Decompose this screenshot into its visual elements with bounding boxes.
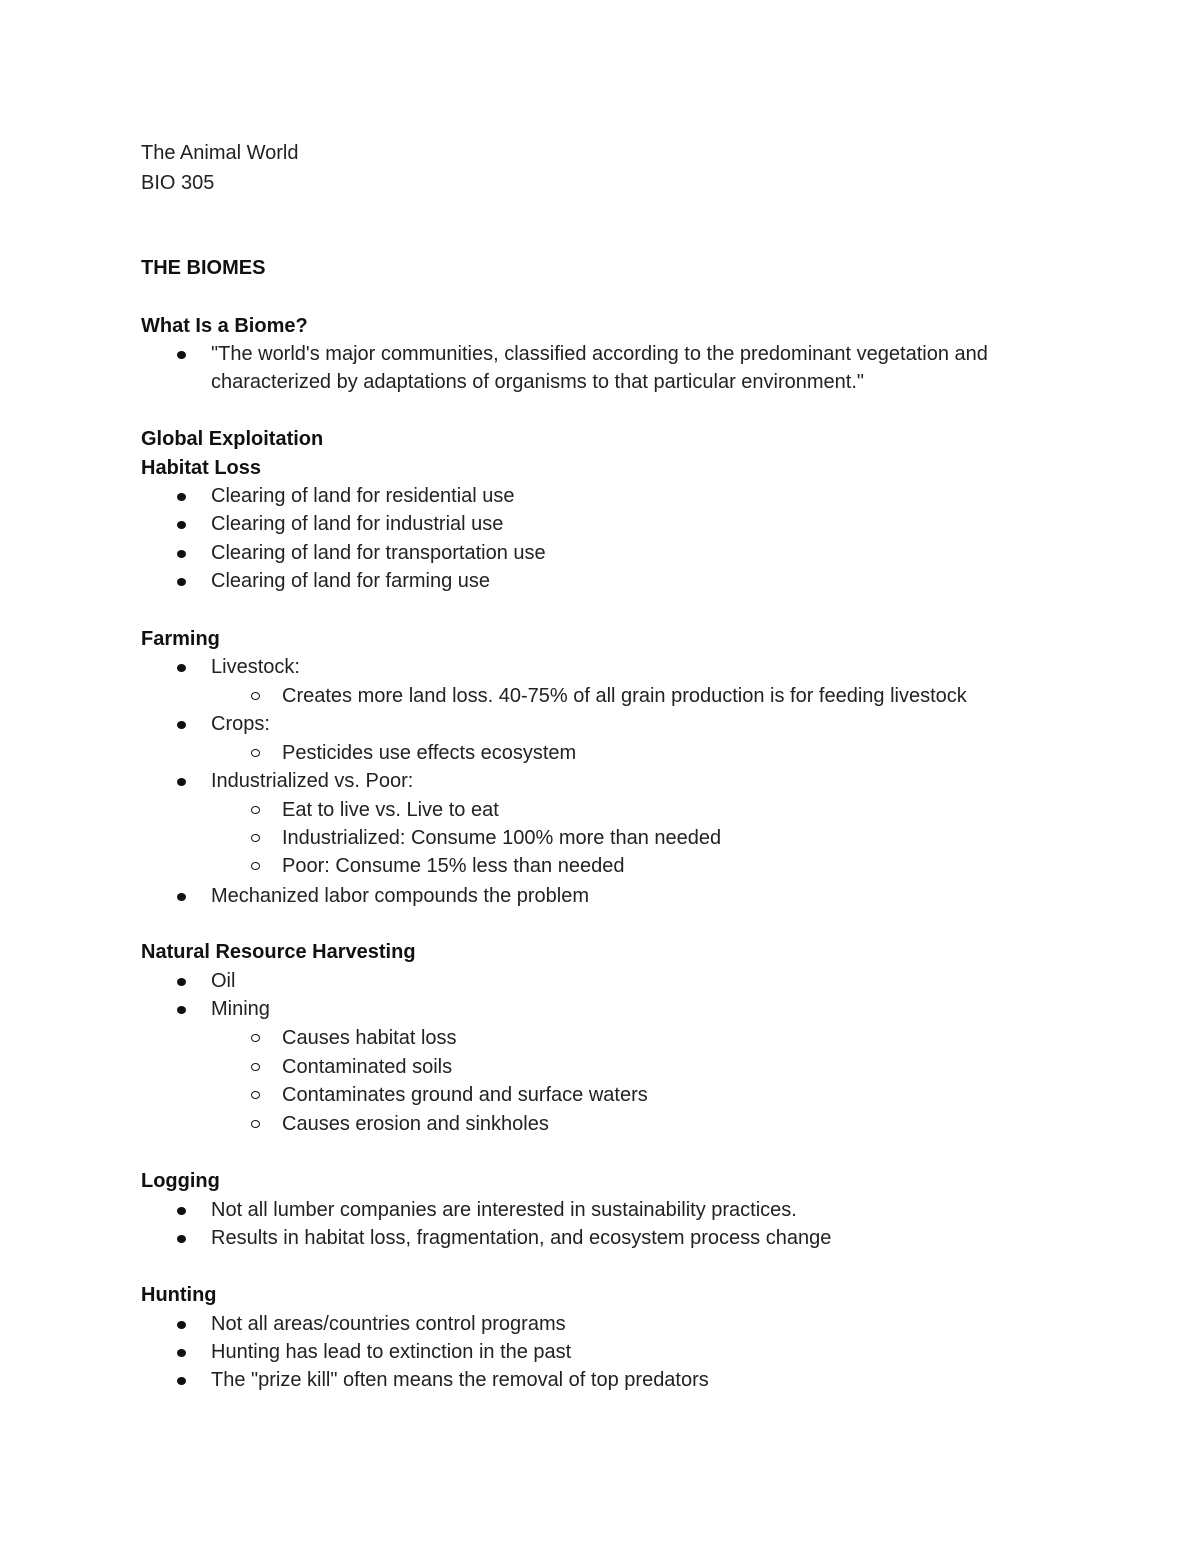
sub-list-item: Eat to live vs. Live to eat bbox=[282, 796, 499, 824]
bullet-circle-icon bbox=[251, 1034, 260, 1042]
bullet-disc-icon bbox=[177, 1207, 186, 1215]
bullet-disc-icon bbox=[177, 778, 186, 786]
list-item: Not all lumber companies are interested in sustainability practices. bbox=[211, 1196, 797, 1224]
list-item: Livestock: bbox=[211, 653, 300, 681]
bullet-circle-icon bbox=[251, 1063, 260, 1071]
bullet-disc-icon bbox=[177, 351, 186, 359]
section-heading-global-exploitation: Global Exploitation bbox=[141, 428, 324, 450]
list-item: Clearing of land for industrial use bbox=[211, 510, 503, 538]
bullet-circle-icon bbox=[251, 862, 260, 870]
list-item: Clearing of land for farming use bbox=[211, 567, 490, 595]
bullet-disc-icon bbox=[177, 493, 186, 501]
list-item: Industrialized vs. Poor: bbox=[211, 767, 413, 795]
bullet-disc-icon bbox=[177, 664, 186, 672]
bullet-disc-icon bbox=[177, 893, 186, 901]
sub-list-item: Creates more land loss. 40-75% of all grain production is for feeding livestock bbox=[282, 682, 967, 710]
sub-list-item: Causes habitat loss bbox=[282, 1024, 457, 1052]
course-title: The Animal World bbox=[141, 142, 299, 164]
sub-list-item: Pesticides use effects ecosystem bbox=[282, 739, 576, 767]
list-item: Hunting has lead to extinction in the past bbox=[211, 1338, 571, 1366]
list-item: Mechanized labor compounds the problem bbox=[211, 882, 589, 910]
list-item: "The world's major communities, classified according to the predominant vegetation and bbox=[211, 340, 988, 368]
bullet-circle-icon bbox=[251, 1120, 260, 1128]
list-item: The "prize kill" often means the removal of top predators bbox=[211, 1366, 709, 1394]
list-item: Clearing of land for residential use bbox=[211, 482, 515, 510]
list-item: Results in habitat loss, fragmentation, and ecosystem process change bbox=[211, 1224, 831, 1252]
bullet-disc-icon bbox=[177, 1006, 186, 1014]
list-item: Clearing of land for transportation use bbox=[211, 539, 546, 567]
bullet-circle-icon bbox=[251, 1091, 260, 1099]
sub-list-item: Industrialized: Consume 100% more than needed bbox=[282, 824, 721, 852]
bullet-disc-icon bbox=[177, 578, 186, 586]
list-item: Mining bbox=[211, 995, 270, 1023]
bullet-disc-icon bbox=[177, 521, 186, 529]
sub-list-item: Poor: Consume 15% less than needed bbox=[282, 852, 624, 880]
list-item: Not all areas/countries control programs bbox=[211, 1310, 566, 1338]
bullet-disc-icon bbox=[177, 1377, 186, 1385]
bullet-disc-icon bbox=[177, 1349, 186, 1357]
document-title: THE BIOMES bbox=[141, 257, 266, 279]
section-heading-hunting: Hunting bbox=[141, 1284, 217, 1306]
bullet-circle-icon bbox=[251, 692, 260, 700]
list-item-continuation: characterized by adaptations of organisms to that particular environment." bbox=[211, 371, 864, 393]
list-item: Crops: bbox=[211, 710, 270, 738]
bullet-circle-icon bbox=[251, 806, 260, 814]
course-code: BIO 305 bbox=[141, 172, 215, 194]
section-heading-logging: Logging bbox=[141, 1170, 220, 1192]
bullet-disc-icon bbox=[177, 978, 186, 986]
sub-list-item: Contaminates ground and surface waters bbox=[282, 1081, 648, 1109]
list-item: Oil bbox=[211, 967, 235, 995]
sub-list-item: Causes erosion and sinkholes bbox=[282, 1110, 549, 1138]
bullet-disc-icon bbox=[177, 1321, 186, 1329]
section-heading-what-is-biome: What Is a Biome? bbox=[141, 315, 308, 337]
bullet-circle-icon bbox=[251, 749, 260, 757]
section-heading-natural-resource: Natural Resource Harvesting bbox=[141, 941, 416, 963]
bullet-disc-icon bbox=[177, 1235, 186, 1243]
bullet-disc-icon bbox=[177, 721, 186, 729]
section-heading-farming: Farming bbox=[141, 628, 220, 650]
section-heading-habitat-loss: Habitat Loss bbox=[141, 457, 262, 479]
bullet-disc-icon bbox=[177, 550, 186, 558]
bullet-circle-icon bbox=[251, 834, 260, 842]
sub-list-item: Contaminated soils bbox=[282, 1053, 452, 1081]
